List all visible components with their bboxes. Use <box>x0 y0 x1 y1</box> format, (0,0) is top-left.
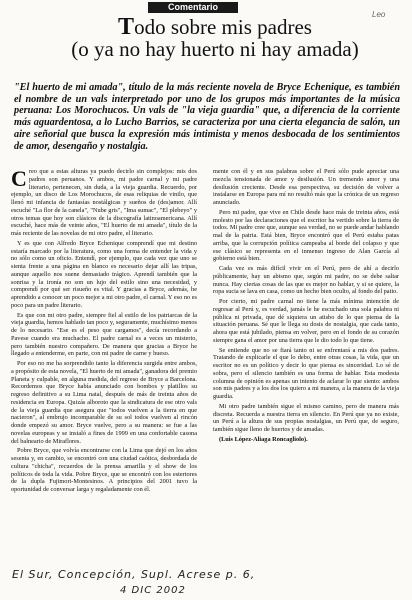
headline-line-1-rest: odo sobre mis padres <box>134 15 312 39</box>
article-column-right <box>213 168 399 572</box>
author-signature: (Luis López-Aliaga Roncagliolo). <box>219 435 308 443</box>
right-paragraph: Por cierto, mi padre carnal no tiene la más mínima intención de regresar al Perú y, es verdad, jamás le he escuchado una sola palabra ni pública ni privada, que dé siquiera un atisbo de lo que piensa de la situación peruana. Sé que le llega su dosis de nostalgia, que cada tanto, ahora que está jubilado, piensa en volver, pero en el fondo de su corazón siempre gana el amor por una tierra que le dio todo lo que tiene. <box>213 298 399 344</box>
right-paragraph: Se entiende que no se fiará tanto ni se enfrentará a mis dos padres. Tratando de explicarle el que lo debo, entre otras cosas, la vida, que un escritor no es un político y decir lo que piensa es sinceridad. Lo sé de sobra, pero el silencio también es una forma de hablar. Esta modesta columna de opinión es apenas un intento de aclarar lo que siento: ambos son mis padres y a los dos los quiero a mi manera, a la manera de la vieja guardia. <box>213 346 399 400</box>
drop-cap: C <box>11 168 27 191</box>
headline <box>40 16 390 60</box>
left-paragraph: Es que con mi otro padre, siempre fiel al estilo de los patriarcas de la vieja guardia, hemos hablado tan poco y, seguramente, muchísimo menos de lo necesario. "Ese es el peso que cargamos", decía recordando a Pavese cuando era muchacho. El padre carnal es a veces un misterio, pero también nuestro compañero. De manera que gracias a Bryce he llegado a entenderme, en parte, con mi padre de carne y hueso. <box>11 311 197 358</box>
right-paragraph: Mi otro padre también sigue el mismo camino, pero de manera más discreta. Recuerda a nuestra tierra en silencio. En Perú que ya no existe, un Perú a la altura de sus propias nostalgias, un Perú que, de seguro, también sigue lleno de huertos y de amadas. <box>213 402 399 433</box>
left-paragraph <box>11 168 197 238</box>
left-paragraph-text: reo que a estas alturas ya puedo decirlo sin complejos: mis dos padres son peruanos. Y ambos, mi padre carnal y mi padre literario, pertenecen, sin duda, a la vieja guardia. Recuerdo, por ejemplo, un disco de Los Morochucos, de esas reliquias de vinilo, que llenó mi infancia de fantasías nostálgicas y sueños de (des)amor. Allí escuché "La flor de la canela", "Nube gris", "Ima sumac", "El plebeyo" y otros temas que hoy son clásicos de la discografía latinoamericana. Allí escuché, hace más de veinte años, "El huerto de mi amada", título de la más reciente de las novelas de mi otro padre, el literario. <box>11 168 197 237</box>
left-paragraph: Pobre Bryce, que volvía encontrarse con la Lima que dejó en los años sesenta y, en cambio, se encontró con una ciudad caótica, desbordada de cultura "chicha", recuerdos de la prensa amarilla y el show de los políticos de toda la vida. Pobre Bryce, que se encontró con los estertores de la dupla Fujimori-Montesinos. A principios del 2001 tuvo la oportunidad de conversar larga y regaladamente con él. <box>11 447 197 493</box>
headline-initial: T <box>118 14 135 40</box>
corner-handwritten-mark: Leo <box>372 10 386 19</box>
right-paragraph: Pero mi padre, que vive en Chile desde hace más de treinta años, está molesto por las declaraciones que el escritor ha vertido sobre la tierra de todos. Mi padre cree que, aunque sea verdad, no se puede andar hablando mal de la patria. Está bien, Bryce encontró que el Perú estaba patas arriba, que la corrupción política campeaba al borde del colapso y que ese clásico se representa en el inmenso ingreso de Alan García al gobierno está bien. <box>213 208 399 263</box>
right-paragraph: Cada vez es más difícil vivir en el Perú, pero de ahí a decirlo públicamente, hay un abismo que, según mi padre, no se debe saltar nunca. Hay ciertas cosas de las que es mejor no hablar, y si se quiere, la ropa sucia se lava en casa, como un hecho bien oculto, al fondo del patio. <box>213 265 399 296</box>
handwritten-date-note: 4 DIC 2002 <box>120 585 186 596</box>
section-label: Comentario <box>148 2 238 13</box>
article-column-left <box>11 168 197 578</box>
right-paragraph: mente con él y en sus palabras sobre el Perú sólo pude apreciar una mezcla tensionada de amor y desilusión. Un tremendo amor y una desilusión creciente. Desde esa perspectiva, su decisión de volver a instalarse en Europa para mí no resultó más que la crónica de un regreso anunciado. <box>213 168 399 206</box>
headline-line-2: (o ya no hay huerto ni hay amada) <box>71 37 359 61</box>
left-paragraph: Y es que con Alfredo Bryce Echenique comprendí que mi destino estaría marcado por la literatura, como una forma de entender la vida y no sólo como un oficio. Entendí, por ejemplo, que cada vez que uno se sienta frente a una página en blanco es necesario dejar allí las tripas, aunque aquello nos suene demasiado trágico. Aprendí también que la sonrisa y la ironía no son un lujo del estilo sino una necesidad, y comprendí por qué ser risueño es vital. Y gracias a Bryce, además, he aprendido a conocer un poco mejor a mi otro padre, el carnal. Y eso no es poco para un padre literario. <box>11 239 197 309</box>
headline-line-1 <box>40 16 390 38</box>
handwritten-source-note: El Sur, Concepción, Supl. Acrese p. 6, <box>12 568 256 581</box>
lead-paragraph: "El huerto de mi amada", título de la más reciente novela de Bryce Echenique, es también el nombre de un vals interpretado por uno de los grupos más importantes de la música peruana: Los Morochucos. Un vals de "la vieja guardia" que, a diferencia de la corriente más aguardentosa, a lo Lucho Barrios, se caracteriza por una cierta elegancia de salón, un aire señorial que busca la expresión más intimista y menos desbocada de los sentimientos de amor, desengaño y nostalgia. <box>14 82 400 152</box>
left-paragraph: Por eso no me ha sorprendido tanto la diferencia surgida entre ambos, a propósito de esta novela, "El huerto de mi amada", ganadora del premio Planeta y culpable, en alguna medida, del regreso de Bryce a Barcelona. Recordemos que Bryce había anunciado con bombos y platillos su regreso definitivo a su Lima natal, después de más de treinta años de residencia en Europa. Quizás alboroto que la sindicatura de ese otro vals de la vieja guardia que asegura que "todos vuelven a la tierra en que nacieron", al embrujo incomparable de su sol todos vuelven al rincón donde empezó su amor. Bryce vuelve, pero a su manera: se fue a las novelas europeas y se instaló a fines de 1999 en una confortable casona del balneario de Miraflores. <box>11 360 197 445</box>
